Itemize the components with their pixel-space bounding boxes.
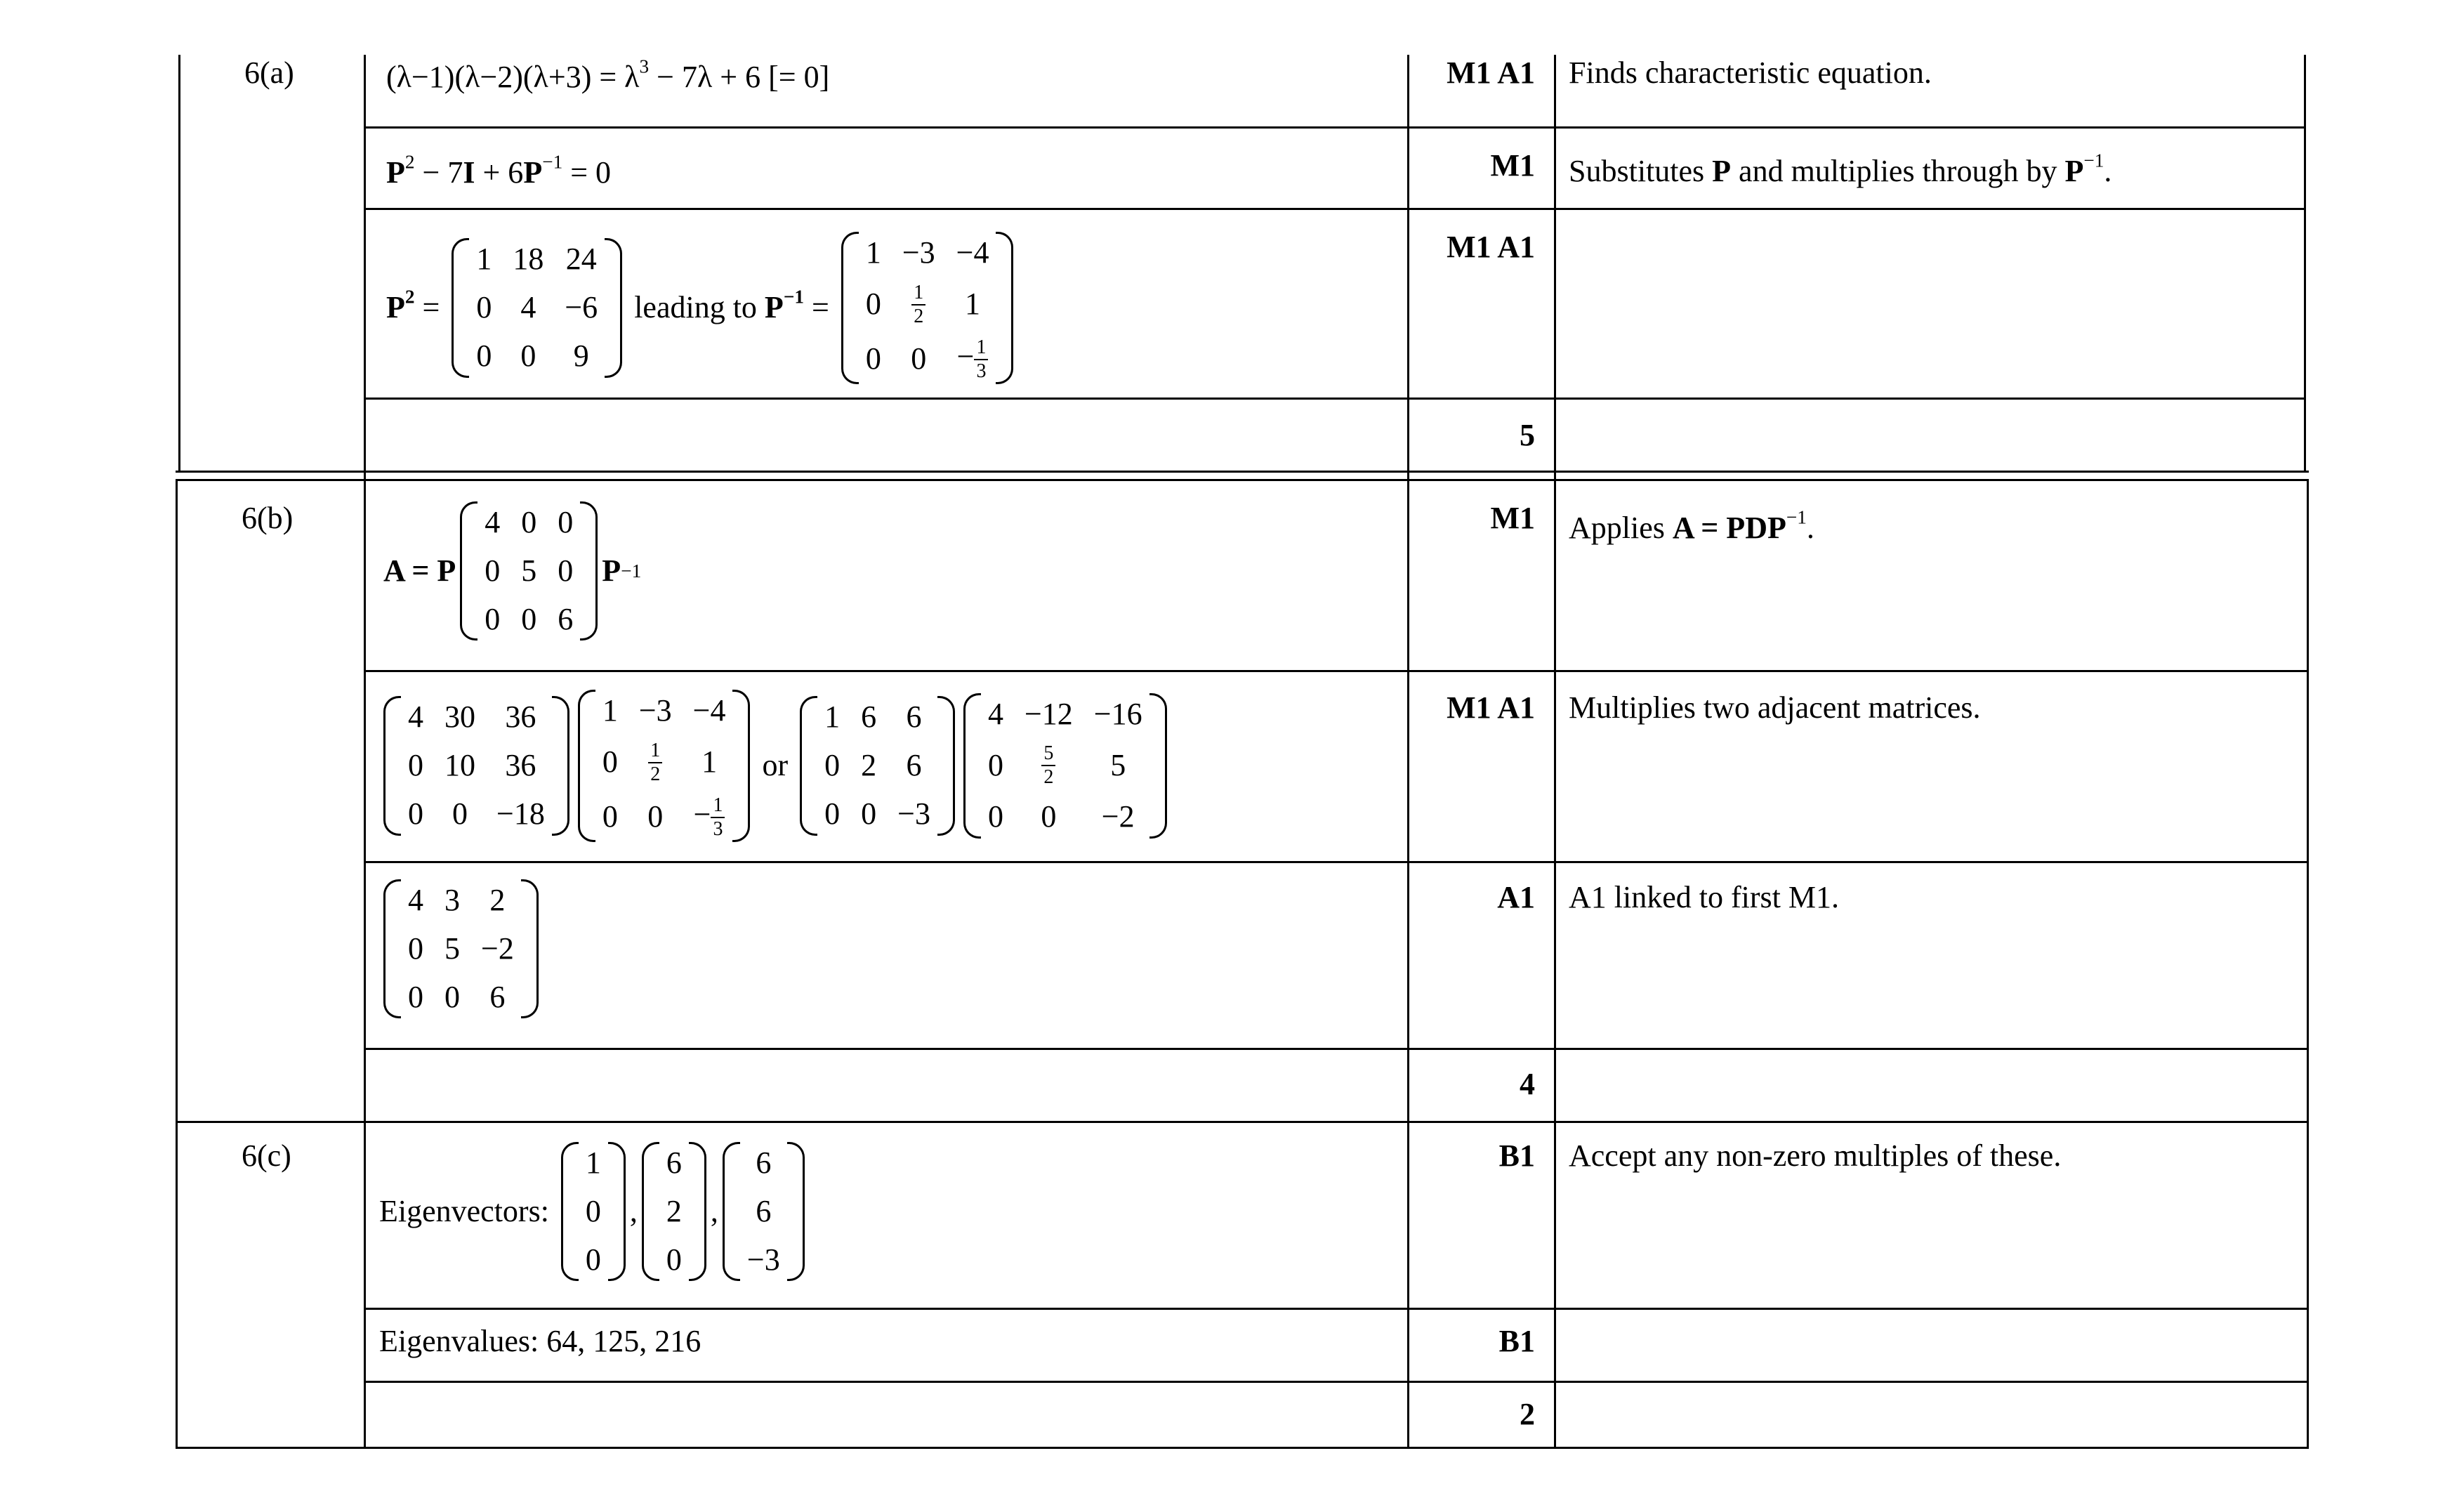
matrix-entry: 1 bbox=[602, 693, 618, 728]
matrix-entry: 6 bbox=[906, 699, 922, 735]
comment-bold: P bbox=[1712, 154, 1732, 188]
matrix-entry: 6 bbox=[861, 699, 877, 735]
left-paren bbox=[723, 1142, 740, 1281]
right-paren bbox=[605, 238, 622, 377]
left-paren bbox=[841, 232, 859, 384]
matrix-p-inverse bbox=[578, 690, 751, 842]
left-paren bbox=[383, 696, 401, 835]
matrix-entry: 2 bbox=[666, 1193, 682, 1228]
matrix-entry: 0 bbox=[476, 338, 492, 373]
or-text: or bbox=[762, 748, 789, 782]
matrix-entry: 0 bbox=[520, 338, 536, 373]
total-marks: 5 bbox=[1520, 418, 1535, 452]
right-paren bbox=[580, 501, 598, 641]
equation-text: + 6 bbox=[475, 155, 524, 190]
marks: M1 A1 bbox=[1447, 230, 1535, 264]
marks: M1 bbox=[1490, 501, 1535, 535]
comment-text: . bbox=[1806, 511, 1814, 545]
right-paren bbox=[552, 696, 569, 835]
separator: , bbox=[629, 1193, 638, 1228]
right-paren bbox=[521, 879, 539, 1018]
matrix-entry: 36 bbox=[505, 699, 536, 735]
matrix-entry: 4 bbox=[408, 883, 423, 917]
cayley-hamilton-equation bbox=[386, 151, 612, 192]
grid-line bbox=[2304, 55, 2306, 473]
matrix-entry: 0 bbox=[521, 505, 537, 539]
equation-text: = 0 bbox=[562, 155, 612, 190]
grid-line bbox=[364, 126, 2306, 129]
matrix-entry: 2 bbox=[861, 748, 877, 782]
matrix-entry: 0 bbox=[558, 505, 574, 539]
grid-line bbox=[176, 1121, 2309, 1123]
eigenvector-1 bbox=[561, 1142, 626, 1281]
matrix-entry: 4 bbox=[987, 696, 1003, 731]
characteristic-equation bbox=[386, 55, 830, 96]
matrix-entry: $\frac{1}{2}$ bbox=[902, 283, 935, 327]
matrix-entry: −12 bbox=[1024, 696, 1073, 731]
matrix-entry: 0 bbox=[485, 553, 501, 588]
matrix-entry: 0 bbox=[987, 747, 1003, 782]
matrix-entry: 3 bbox=[444, 883, 460, 917]
eigenvalues-text: Eigenvalues: 64, 125, 216 bbox=[379, 1324, 701, 1358]
matrix-entry: 6 bbox=[666, 1145, 682, 1180]
matrix-entry: −2 bbox=[481, 931, 514, 966]
left-paren bbox=[561, 1142, 579, 1281]
result-matrix-working bbox=[379, 879, 543, 1018]
matrix-entry: 36 bbox=[505, 748, 536, 782]
right-paren bbox=[937, 696, 955, 835]
grid-line bbox=[364, 1308, 2309, 1310]
matrix-symbol: I bbox=[463, 155, 475, 190]
matrix-entry: 0 bbox=[452, 796, 468, 831]
grid-line bbox=[364, 670, 2309, 672]
matrix-symbol: $P^2$ bbox=[386, 286, 415, 324]
matrix-entry: 0 bbox=[861, 796, 877, 831]
matrix-entry: 6 bbox=[756, 1193, 772, 1228]
matrix-entry: 1 bbox=[585, 1145, 601, 1180]
matrix-symbol: P bbox=[602, 553, 621, 588]
right-paren bbox=[787, 1142, 805, 1281]
matrix-entry: 24 bbox=[565, 242, 597, 277]
grid-line bbox=[178, 55, 180, 473]
matrix-entry: −2 bbox=[1101, 799, 1135, 834]
matrix-entry: 0 bbox=[865, 341, 881, 376]
matrix-entry: 0 bbox=[602, 744, 618, 780]
grid-line bbox=[364, 1048, 2309, 1050]
matrix-entry: 1 bbox=[701, 744, 718, 780]
marks: M1 bbox=[1490, 148, 1535, 183]
comment-bold: A = PDP bbox=[1672, 511, 1786, 545]
left-paren bbox=[460, 501, 477, 641]
matrix-entry: −16 bbox=[1093, 696, 1142, 731]
matrix-entry: 9 bbox=[573, 338, 589, 373]
diagonalisation-expression: A = P 4 0 0 0 5 0 0 0 6 P −1 bbox=[383, 501, 641, 641]
matrix-entry: 5 bbox=[1110, 747, 1126, 782]
matrix-entry: 4 bbox=[485, 505, 501, 539]
marks: A1 bbox=[1497, 880, 1535, 914]
matrix-entry: 0 bbox=[585, 1242, 601, 1277]
left-paren bbox=[383, 879, 401, 1018]
comment-text: Applies bbox=[1569, 511, 1673, 545]
equation-rhs: − 7λ + 6 [= 0] bbox=[649, 60, 830, 94]
matrix-entry: 10 bbox=[444, 748, 475, 782]
matrix-entry: −6 bbox=[565, 290, 598, 324]
matrix-entry: 0 bbox=[824, 748, 841, 782]
matrix-product-working bbox=[379, 690, 1171, 842]
matrix-entry: 0 bbox=[911, 341, 927, 376]
comment-exponent: −1 bbox=[2083, 150, 2104, 171]
question-label: 6(a) bbox=[244, 55, 294, 90]
matrix-entry: 6 bbox=[906, 748, 922, 782]
matrix-entry: 4 bbox=[520, 290, 536, 324]
p-squared-working: $P^2$ = 1 18 24 0 4 −6 0 0 9 leading to $P^{-1}$ = 1 −3 −4 0 $\frac{1}{2}$ 1 0 0 − $\frac{1}{3}$ bbox=[386, 232, 1017, 384]
comment: Finds characteristic equation. bbox=[1569, 55, 1932, 90]
comment bbox=[1569, 150, 2112, 190]
matrix-a bbox=[383, 879, 539, 1018]
matrix-entry: −4 bbox=[956, 235, 989, 270]
matrix-entry: − $\frac{1}{3}$ bbox=[956, 338, 989, 381]
matrix-entry: 6 bbox=[558, 601, 574, 636]
matrix-entry: −3 bbox=[638, 693, 672, 728]
matrix-entry: 0 bbox=[987, 799, 1003, 834]
exponent: −1 bbox=[542, 151, 563, 173]
matrix-entry: 0 bbox=[485, 601, 501, 636]
matrix-entry: 18 bbox=[513, 242, 544, 277]
total-marks: 4 bbox=[1520, 1067, 1535, 1101]
matrix-entry: 30 bbox=[444, 699, 475, 735]
leading-to-text: leading to bbox=[634, 290, 757, 324]
left-paren bbox=[578, 690, 595, 842]
matrix-entry: 0 bbox=[824, 796, 841, 831]
eigenvector-3 bbox=[723, 1142, 805, 1281]
matrix-d bbox=[460, 501, 598, 641]
matrix-entry: − $\frac{1}{3}$ bbox=[693, 796, 726, 839]
matrix-entry: 0 bbox=[602, 799, 618, 834]
comment: A1 linked to first M1. bbox=[1569, 880, 1839, 914]
matrix-entry: −18 bbox=[496, 796, 545, 831]
grid-line bbox=[176, 1447, 2309, 1449]
matrix-entry: 6 bbox=[756, 1145, 772, 1180]
eigenvector-2 bbox=[642, 1142, 706, 1281]
right-paren bbox=[732, 690, 750, 842]
matrix-entry: 0 bbox=[408, 931, 423, 966]
equation-exponent: 3 bbox=[639, 55, 650, 77]
matrix-entry: 0 bbox=[408, 979, 423, 1014]
matrix-entry: 0 bbox=[666, 1242, 682, 1277]
matrix-entry: 1 bbox=[476, 242, 492, 277]
separator: , bbox=[710, 1193, 718, 1228]
grid-line bbox=[176, 471, 2309, 473]
matrix-entry: 1 bbox=[965, 287, 981, 322]
comment-exponent: −1 bbox=[1786, 506, 1807, 528]
grid-line bbox=[364, 55, 366, 1448]
eigenvectors-label: Eigenvectors: bbox=[379, 1193, 549, 1228]
matrix-pd bbox=[383, 696, 569, 835]
right-paren bbox=[996, 232, 1013, 384]
matrix-entry: 0 bbox=[1041, 799, 1057, 834]
marks: B1 bbox=[1498, 1138, 1535, 1173]
equation-text: − 7 bbox=[414, 155, 463, 190]
matrix-entry: 0 bbox=[408, 748, 423, 782]
marks: M1 A1 bbox=[1447, 55, 1535, 90]
comment: Multiplies two adjacent matrices. bbox=[1569, 690, 1981, 725]
matrix-symbol: P bbox=[523, 155, 543, 190]
comment bbox=[1569, 506, 1814, 547]
matrix-entry: −4 bbox=[692, 693, 726, 728]
matrix-entry: 5 bbox=[521, 553, 537, 588]
left-paren bbox=[800, 696, 817, 835]
grid-line bbox=[1554, 55, 1556, 1448]
matrix-entry: $\frac{5}{2}$ bbox=[1025, 744, 1073, 787]
matrix-entry: 1 bbox=[865, 235, 881, 270]
exponent: 2 bbox=[404, 151, 415, 173]
matrix-dp-inverse bbox=[963, 693, 1167, 839]
matrix-symbol: P bbox=[386, 155, 405, 190]
matrix-entry: 0 bbox=[444, 979, 460, 1014]
grid-line bbox=[176, 479, 2309, 481]
matrix-entry: 0 bbox=[408, 796, 423, 831]
matrix-entry: −3 bbox=[897, 796, 930, 831]
right-paren bbox=[689, 1142, 706, 1281]
matrix-p-inverse bbox=[841, 232, 1014, 384]
matrix-entry: 0 bbox=[647, 799, 664, 834]
matrix-entry: 0 bbox=[476, 290, 492, 324]
grid-line bbox=[364, 861, 2309, 863]
grid-line bbox=[2307, 479, 2309, 1448]
marks: M1 A1 bbox=[1447, 690, 1535, 725]
matrix-symbol: $P^{-1}$ bbox=[764, 286, 804, 324]
total-marks: 2 bbox=[1520, 1397, 1535, 1431]
equation-lhs: (λ−1)(λ−2)(λ+3) = λ bbox=[386, 60, 640, 94]
comment-text: . bbox=[2104, 154, 2112, 188]
matrix-entry: −3 bbox=[902, 235, 935, 270]
comment-text: Substitutes bbox=[1569, 154, 1713, 188]
matrix-entry: 4 bbox=[408, 699, 423, 735]
grid-line bbox=[364, 1381, 2309, 1383]
matrix-symbol: A = P bbox=[383, 553, 456, 588]
right-paren bbox=[1149, 693, 1167, 839]
grid-line bbox=[176, 479, 178, 1448]
left-paren bbox=[642, 1142, 659, 1281]
matrix-entry: 1 bbox=[824, 699, 841, 735]
matrix-entry: −3 bbox=[746, 1242, 780, 1277]
matrix-entry: 0 bbox=[521, 601, 537, 636]
grid-line bbox=[364, 398, 2306, 400]
matrix-entry: 0 bbox=[865, 287, 881, 322]
grid-line bbox=[364, 208, 2306, 210]
matrix-entry: 6 bbox=[489, 979, 506, 1014]
marks: B1 bbox=[1498, 1324, 1535, 1358]
comment-text: and multiplies through by bbox=[1731, 154, 2065, 188]
eigenvectors-working bbox=[379, 1142, 809, 1281]
comment: Accept any non-zero multiples of these. bbox=[1569, 1138, 2062, 1173]
question-label: 6(b) bbox=[242, 501, 294, 535]
matrix-entry: 2 bbox=[489, 883, 506, 917]
matrix-p-squared bbox=[452, 238, 622, 377]
matrix-p bbox=[800, 696, 955, 835]
question-label: 6(c) bbox=[242, 1138, 291, 1173]
left-paren bbox=[963, 693, 981, 839]
right-paren bbox=[608, 1142, 626, 1281]
left-paren bbox=[452, 238, 469, 377]
matrix-entry: 0 bbox=[585, 1193, 601, 1228]
comment-bold: P bbox=[2064, 154, 2084, 188]
matrix-entry: $\frac{1}{2}$ bbox=[639, 741, 672, 784]
matrix-entry: 5 bbox=[444, 931, 460, 966]
matrix-entry: 0 bbox=[558, 553, 574, 588]
